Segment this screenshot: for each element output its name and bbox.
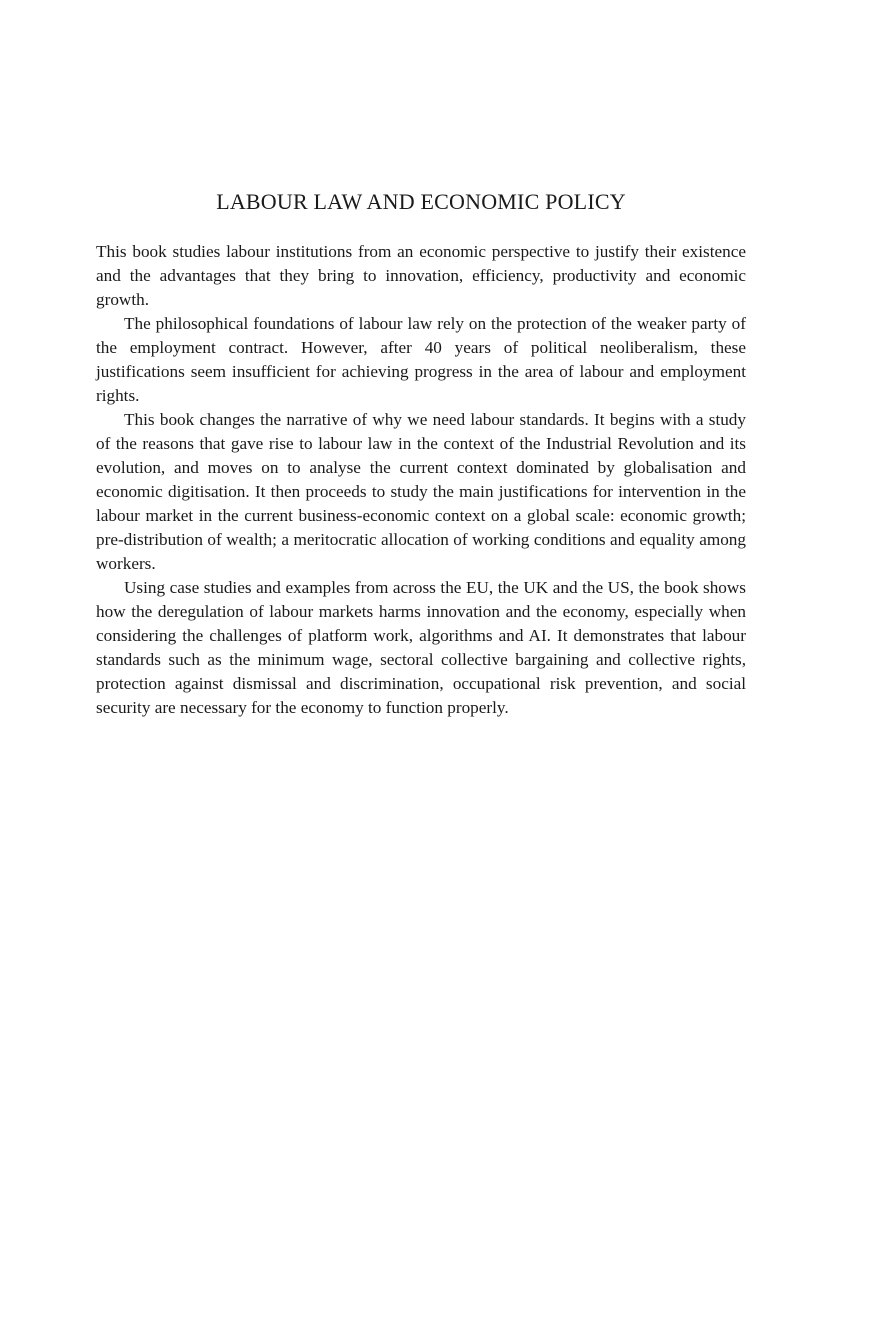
book-description-page [96,186,746,720]
description-body [96,240,746,720]
paragraph-foundations: The philosophical foundations of labour law rely on the protection of the weaker party of the employment contract. However, after 40 years of political neoliberalism, these justifications seem insufficient for achieving progress in the area of labour and employment rights. [96,314,746,405]
page-title: LABOUR LAW AND ECONOMIC POLICY [216,189,626,214]
paragraph-narrative: This book changes the narrative of why we need labour standards. It begins with a study of the reasons that gave rise to labour law in the context of the Industrial Revolution and its evolution, and moves on to analyse the current context dominated by globalisation and economic digitisation. It then proceeds to study the main justifications for intervention in the labour market in the current business-economic context on a global scale: economic growth; pre-distribution of wealth; a meritocratic allocation of working conditions and equality among workers. [96,410,746,573]
paragraph-case-studies: Using case studies and examples from across the EU, the UK and the US, the book shows how the deregulation of labour markets harms innovation and the economy, especially when considering the challenges of platform work, algorithms and AI. It demonstrates that labour standards such as the minimum wage, sectoral collective bargaining and collective rights, protection against dismissal and discrimination, occupational risk prevention, and social security are necessary for the economy to function properly. [96,578,746,717]
paragraph-intro: This book studies labour institutions from an economic perspective to justify their existence and the advantages that they bring to innovation, efficiency, productivity and economic growth. [96,242,746,309]
